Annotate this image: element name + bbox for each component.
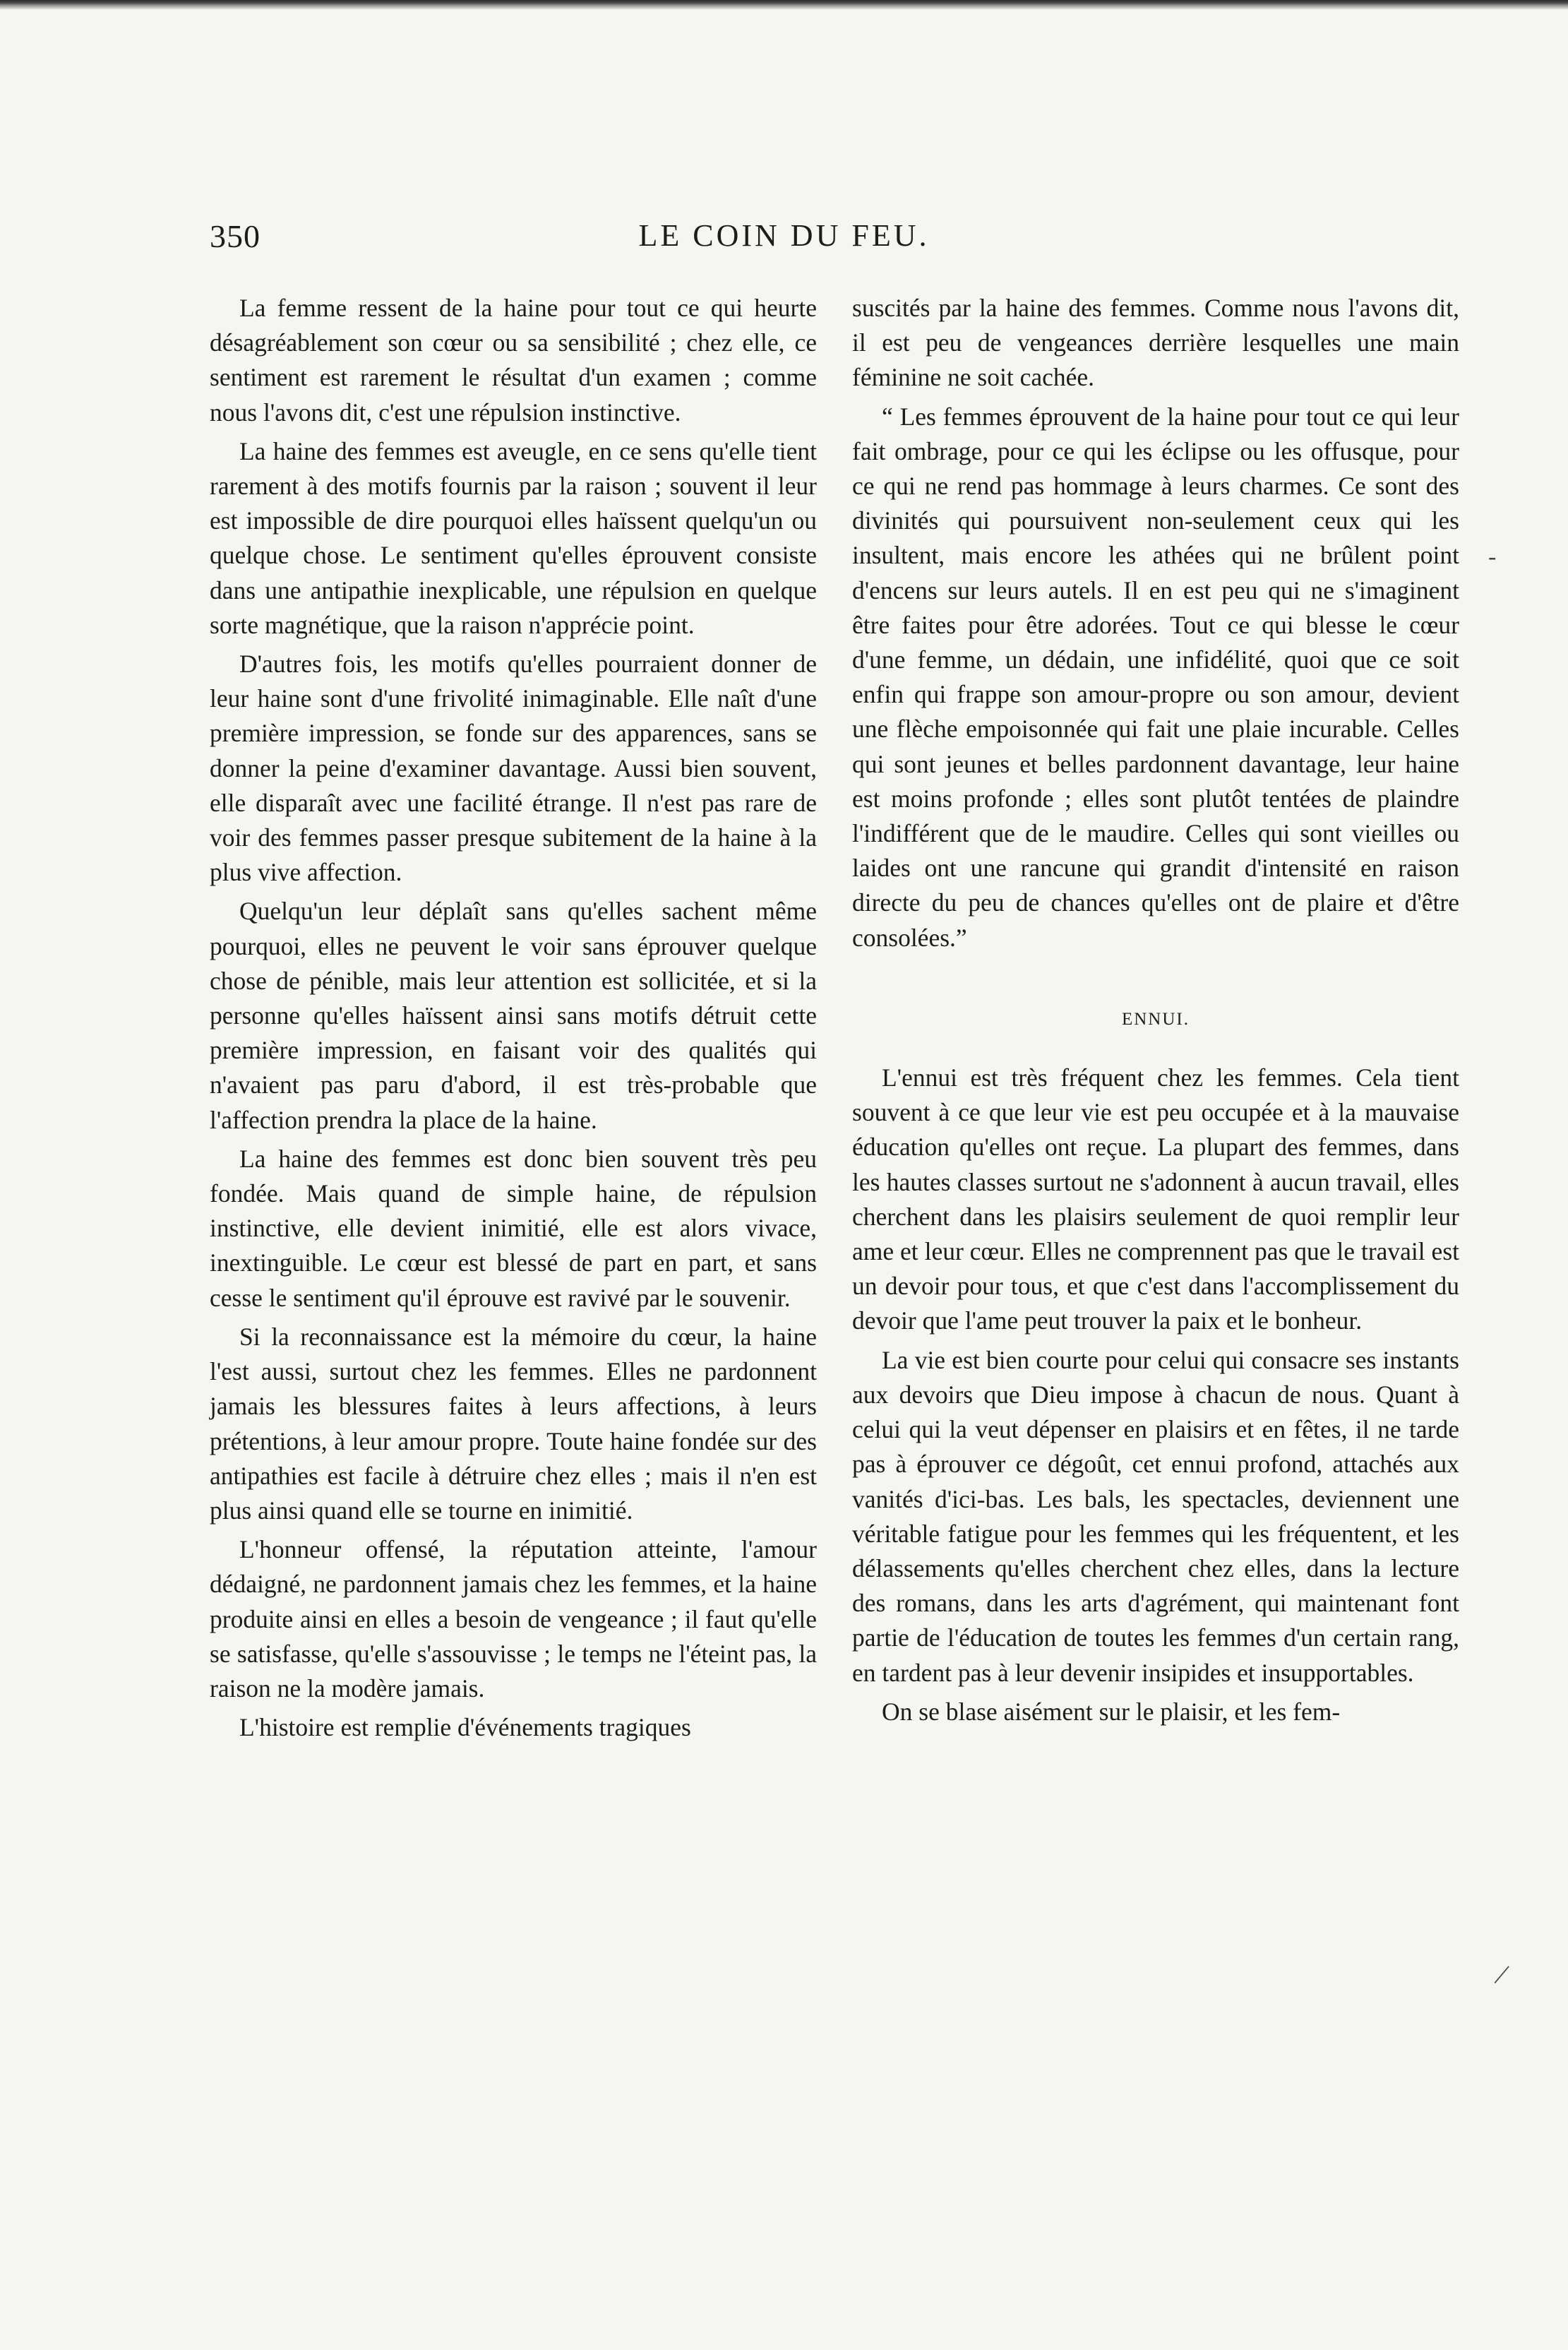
running-title: LE COIN DU FEU.	[638, 218, 930, 253]
paragraph: La haine des femmes est donc bien souvent très peu fondée. Mais quand de simple haine, de répulsion instinctive, elle devient inimitié, elle est alors vivace, inextinguible. Le cœur est blessé de part en part, et sans cesse le sentiment qu'il éprouve est ravivé par le souvenir.	[210, 1144, 817, 1312]
paragraph: La haine des femmes est aveugle, en ce sens qu'elle tient rarement à des motifs fournis par la raison ; souvent il leur est impossible de dire pourquoi elles haïssent quelqu'un ou quelque chose. Le sentiment qu'elles éprouvent consiste dans une antipathie inexplicable, une répulsion en quelque sorte magnétique, que la raison n'apprécie point.	[210, 436, 817, 639]
running-head	[0, 212, 1568, 268]
paragraph: On se blase aisément sur le plaisir, et les fem-	[882, 1697, 1341, 1726]
section-heading: ENNUI.	[1121, 1009, 1190, 1029]
paragraph: L'honneur offensé, la réputation atteinte, l'amour dédaigné, ne pardonnent jamais chez les femmes, et la haine produite ainsi en elles a besoin de vengeance ; il faut qu'elle se satisfasse, qu'elle s'assouvisse ; le temps ne l'éteint pas, la raison ne la modère jamais.	[210, 1535, 817, 1702]
top-edge-rule	[0, 0, 1568, 10]
paragraph: L'histoire est remplie d'événements tragiques	[239, 1713, 691, 1742]
paragraph: L'ennui est très fréquent chez les femmes. Cela tient souvent à ce que leur vie est peu occupée et à la mauvaise éducation qu'elles ont reçue. La plupart des femmes, dans les hautes classes surtout ne s'adonnent à aucun travail, elles cherchent dans les plaisirs seulement de quoi remplir leur ame et leur cœur. Elles ne comprennent pas que le travail est un devoir pour tous, et que c'est dans l'accomplissement du devoir que l'ame peut trouver la paix et le bonheur.	[852, 1063, 1459, 1335]
margin-stray-mark: -	[1488, 544, 1497, 570]
continuation-paragraph: suscités par la haine des femmes. Comme nous l'avons dit, il est peu de vengeances derrière lesquelles une main féminine ne soit cachée.	[852, 294, 1459, 392]
quotation-paragraph: “ Les femmes éprouvent de la haine pour tout ce qui leur fait ombrage, pour ce qui les éclipse ou les offusque, pour ce qui ne rend pas hommage à leurs charmes. Ce sont des divinités qui poursuivent non-seulement ceux qui les insultent, mais encore les athées qui ne brûlent point d'encens sur leurs autels. Il en est peu qui ne s'imaginent être faites pour être adorées. Tout ce qui blesse le cœur d'une femme, un dédain, une infidélité, quoi que ce soit enfin qui frappe son amour-propre ou son amour, devient une flèche empoisonnée qui fait une plaie incurable. Celles qui sont jeunes et belles pardonnent davantage, leur haine est moins profonde ; elles sont plutôt tentées de plaindre l'indifférent que de le maudire. Celles qui sont vieilles ou laides ont une rancune qui grandit d'intensité en raison directe du peu de chances qu'elles ont de plaire et d'être consolées.”	[852, 402, 1459, 952]
paragraph: Quelqu'un leur déplaît sans qu'elles sachent même pourquoi, elles ne peuvent le voir sans éprouver quelque chose de pénible, mais leur attention est sollicitée, et si la personne qu'elles haïssent ainsi sans motifs détruit cette première impression, en faisant voir des qualités qui n'avaient pas paru d'abord, il est très-probable que l'affection prendra la place de la haine.	[210, 897, 817, 1134]
right-column	[852, 291, 1459, 1734]
margin-stray-mark: |	[1492, 1962, 1514, 1985]
paragraph: La femme ressent de la haine pour tout ce qui heurte désagréablement son cœur ou sa sensibilité ; chez elle, ce sentiment est rarement le résultat d'un examen ; comme nous l'avons dit, c'est une répulsion instinctive.	[210, 294, 817, 427]
paragraph: D'autres fois, les motifs qu'elles pourraient donner de leur haine sont d'une frivolité inimaginable. Elle naît d'une première impression, se fonde sur des apparences, sans se donner la peine d'examiner davantage. Aussi bien souvent, elle disparaît avec une facilité étrange. Il n'est pas rare de voir des femmes passer presque subitement de la haine à la plus vive affection.	[210, 650, 817, 887]
paragraph: Si la reconnaissance est la mémoire du cœur, la haine l'est aussi, surtout chez les femmes. Elles ne pardonnent jamais les blessures faites à leurs affections, à leurs prétentions, à leur amour propre. Toute haine fondée sur des antipathies est facile à détruire chez elles ; mais il n'en est plus ainsi quand elle se tourne en inimitié.	[210, 1322, 817, 1525]
page-number: 350	[210, 218, 261, 254]
paragraph: La vie est bien courte pour celui qui consacre ses instants aux devoirs que Dieu impose à chacun de nous. Quant à celui qui la veut dépenser en plaisirs et en fêtes, il ne tarde pas à éprouver ce dégoût, cet ennui profond, attachés aux vanités d'ici-bas. Les bals, les spectacles, deviennent une véritable fatigue pour les femmes qui les fréquentent, et les délassements qu'elles cherchent chez elles, dans la lecture des romans, dans les arts d'agrément, qui maintenant font partie de l'éducation de toutes les femmes d'un certain rang, en tardent pas à leur devenir insipides et insupportables.	[852, 1345, 1459, 1687]
left-column	[210, 291, 817, 1749]
